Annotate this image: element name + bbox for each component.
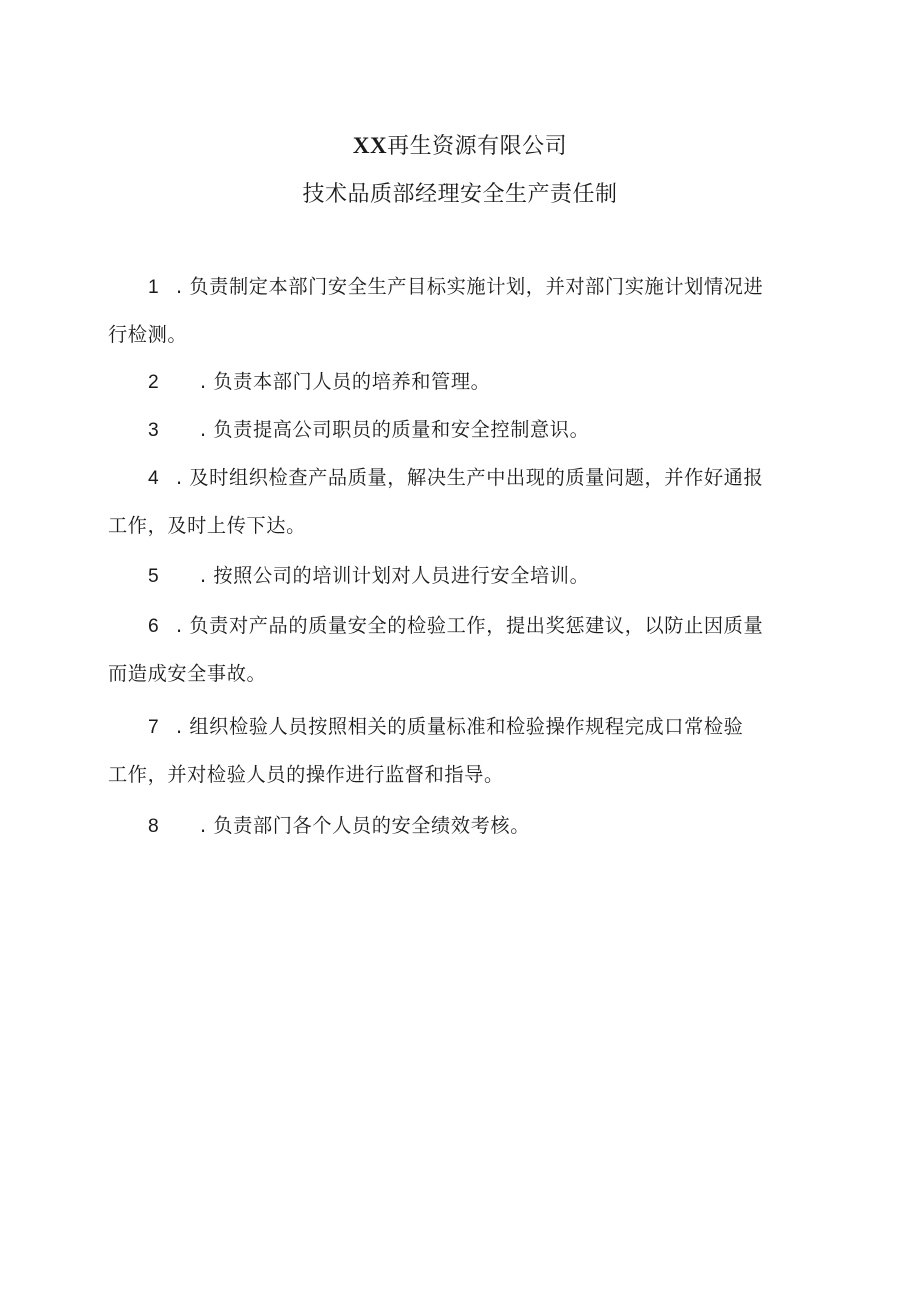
list-item-line bbox=[108, 703, 818, 751]
list-item-7 bbox=[108, 703, 818, 799]
list-item-line bbox=[108, 802, 818, 850]
item-number: 1 bbox=[148, 277, 160, 298]
item-text-continued: 工作，及时上传下达。 bbox=[108, 514, 306, 537]
item-number: 2 bbox=[148, 372, 160, 393]
list-item-4 bbox=[108, 454, 818, 550]
list-item-line bbox=[108, 406, 818, 454]
list-item-line bbox=[108, 263, 818, 311]
item-text: . 按照公司的培训计划对人员进行安全培训。 bbox=[200, 564, 590, 587]
item-text-continued: 行检测。 bbox=[108, 323, 188, 346]
item-text: . 负责本部门人员的培养和管理。 bbox=[200, 370, 491, 393]
list-item-5 bbox=[108, 552, 818, 600]
item-text: . 负责对产品的质量安全的检验工作，提出奖惩建议，以防止因质量 bbox=[176, 614, 764, 637]
list-item-1 bbox=[108, 263, 818, 359]
document-title: 技术品质部经理安全生产责任制 bbox=[302, 182, 618, 207]
item-text-continued: 而造成安全事故。 bbox=[108, 662, 267, 685]
list-item-3 bbox=[108, 406, 818, 454]
item-number: 6 bbox=[148, 616, 160, 637]
list-item-line bbox=[108, 602, 818, 650]
item-text: . 及时组织检查产品质量，解决生产中出现的质量问题，并作好通报 bbox=[176, 466, 764, 489]
item-text: . 组织检验人员按照相关的质量标准和检验操作规程完成口常检验 bbox=[176, 715, 744, 738]
item-text-continued: 工作，并对检验人员的操作进行监督和指导。 bbox=[108, 763, 504, 786]
company-title bbox=[0, 131, 920, 162]
item-text: . 负责制定本部门安全生产目标实施计划，并对部门实施计划情况进 bbox=[176, 275, 764, 298]
company-title-prefix: XX bbox=[352, 133, 388, 158]
list-item-2 bbox=[108, 358, 818, 406]
item-text: . 负责部门各个人员的安全绩效考核。 bbox=[200, 814, 530, 837]
list-item-line bbox=[108, 454, 818, 502]
list-item-line bbox=[108, 358, 818, 406]
item-number: 7 bbox=[148, 717, 160, 738]
company-title-name: 再生资源有限公司 bbox=[387, 134, 568, 159]
item-number: 5 bbox=[148, 566, 160, 587]
item-text: . 负责提高公司职员的质量和安全控制意识。 bbox=[200, 418, 590, 441]
item-number: 3 bbox=[148, 420, 160, 441]
item-number: 4 bbox=[148, 468, 160, 489]
list-item-6 bbox=[108, 602, 818, 698]
list-item-8 bbox=[108, 802, 818, 850]
list-item-line bbox=[108, 552, 818, 600]
item-number: 8 bbox=[148, 816, 160, 837]
